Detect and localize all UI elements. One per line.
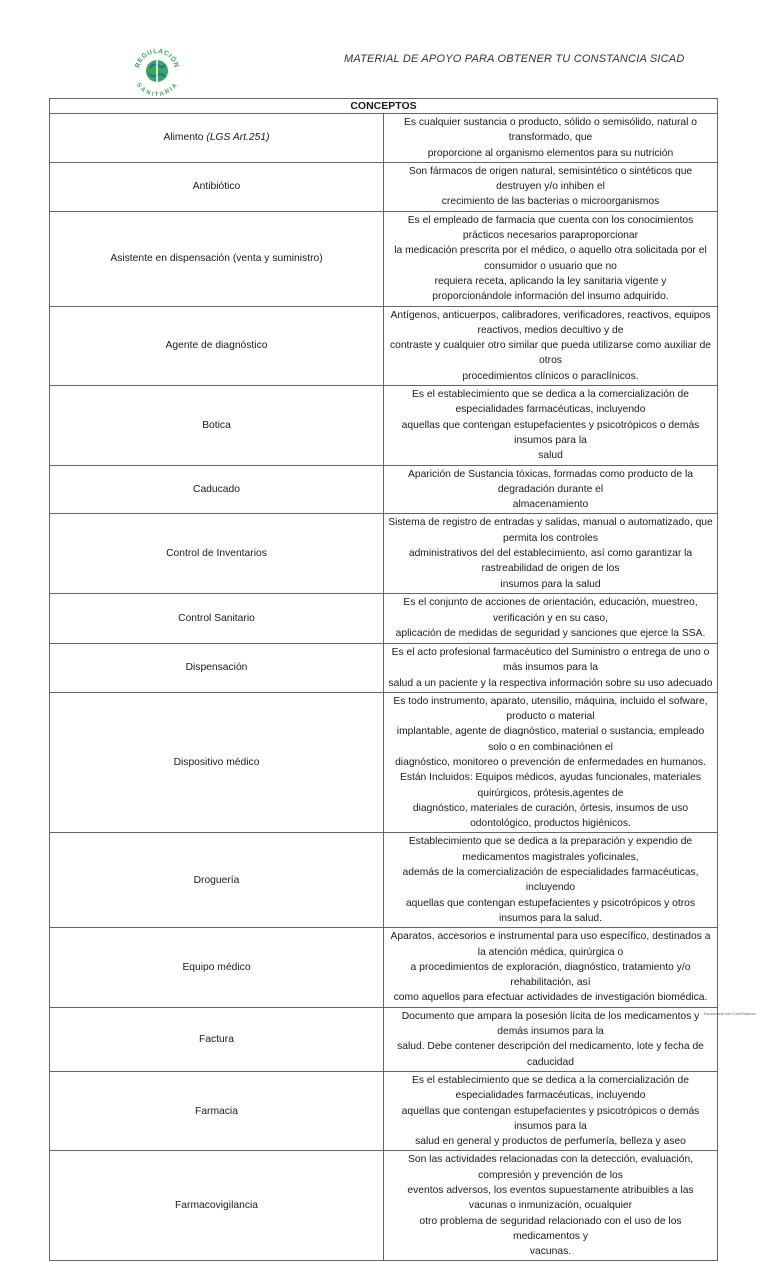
table-row bbox=[50, 386, 718, 465]
concept-definition bbox=[384, 593, 718, 643]
definition-line: Es el establecimiento que se dedica a la comercialización de especialidades farmacéuticas, incluyendo bbox=[411, 389, 690, 416]
table-row bbox=[50, 114, 718, 163]
concept-term-text: Antibiótico bbox=[192, 181, 241, 193]
concept-definition bbox=[384, 643, 718, 692]
concept-definition bbox=[384, 465, 718, 514]
table-header-row bbox=[50, 99, 718, 114]
definition-line: Es el acto profesional farmacéutico del Suministro o entrega de uno o más insumos para la bbox=[391, 646, 710, 674]
concept-definition bbox=[384, 306, 718, 385]
concept-definition bbox=[384, 1071, 718, 1150]
concept-term bbox=[50, 465, 384, 514]
document-title: MATERIAL DE APOYO PARA OBTENER TU CONSTANCIA SICAD bbox=[344, 53, 685, 65]
table-row bbox=[50, 1007, 718, 1071]
definition-line: Son las actividades relacionadas con la detección, evaluación, compresión y prevención de los bbox=[407, 1154, 694, 1181]
concept-term bbox=[50, 386, 384, 465]
concept-term bbox=[50, 643, 384, 692]
table-row bbox=[50, 514, 718, 593]
definition-line: almacenamiento bbox=[512, 499, 589, 511]
concept-definition bbox=[384, 1007, 718, 1071]
concept-term bbox=[50, 593, 384, 643]
concept-term bbox=[50, 211, 384, 306]
definition-line: procedimientos clínicos o paraclínicos. bbox=[462, 370, 639, 382]
concept-definition bbox=[384, 211, 718, 306]
definition-line: Establecimiento que se dedica a la preparación y expendio de medicamentos magistrales yoficinales, bbox=[408, 836, 693, 863]
definition-line: salud bbox=[538, 450, 563, 462]
definition-line: Es el conjunto de acciones de orientación, educación, muestreo, verificación y en su caso, bbox=[403, 597, 698, 624]
table-row bbox=[50, 1151, 718, 1261]
definition-line: Es todo instrumento, aparato, utensilio, máquina, incluido el sofware, producto o material bbox=[393, 695, 708, 723]
scanner-watermark: Escaneado con CamScanner bbox=[703, 1011, 756, 1016]
concept-term-text: Control de Inventarios bbox=[166, 548, 267, 560]
definition-line: implantable, agente de diagnóstico, material o sustancia, empleado solo o en combinaciónen el bbox=[396, 726, 705, 753]
definition-line: aquellas que contengan estupefacientes y psicotrópicos o demás insumos para la bbox=[401, 1105, 700, 1132]
concept-definition bbox=[384, 162, 718, 211]
definition-line: diagnóstico, materiales de curación, órtesis, insumos de uso odontológico, productos higiénicos. bbox=[412, 802, 689, 830]
definition-line: Son fármacos de origen natural, semisintético o sintéticos que destruyen y/o inhiben el bbox=[408, 165, 693, 193]
concept-term bbox=[50, 114, 384, 163]
definition-line: diagnóstico, monitoreo o prevención de enfermedades en humanos. bbox=[395, 756, 706, 768]
definition-line: la medicación prescrita por el médico, o aquello otra solicitada por el consumidor o usuario que no bbox=[394, 245, 707, 272]
concept-term-text: Botica bbox=[202, 419, 231, 431]
concept-term-text: Agente de diagnóstico bbox=[165, 340, 268, 352]
table-row bbox=[50, 692, 718, 833]
definition-line: Aparición de Sustancia tóxicas, formadas como producto de la degradación durante el bbox=[407, 468, 694, 495]
definition-line: a procedimientos de exploración, diagnóstico, tratamiento y/o rehabilitación, así bbox=[410, 961, 691, 989]
concept-definition bbox=[384, 928, 718, 1007]
concept-term bbox=[50, 1151, 384, 1261]
table-row bbox=[50, 162, 718, 211]
concept-term bbox=[50, 1007, 384, 1071]
definition-line: Es el empleado de farmacia que cuenta con los conocimientos prácticos necesarios paraproporcionar bbox=[407, 214, 694, 242]
table-row bbox=[50, 465, 718, 514]
definition-line: proporcione al organismo elementos para su nutrición bbox=[427, 147, 674, 159]
definition-line: además de la comercialización de especialidades farmacéuticas, incluyendo bbox=[402, 867, 699, 894]
definition-line: requiera receta, aplicando la ley sanitaria vigente y bbox=[434, 275, 667, 287]
concept-term-text: Asistente en dispensación (venta y suministro) bbox=[110, 253, 323, 265]
concept-term bbox=[50, 833, 384, 928]
definition-line: administrativos del del establecimiento, así como garantizar la rastreabilidad de origen de los bbox=[408, 548, 693, 575]
svg-text:SANITARIA bbox=[135, 82, 179, 98]
concept-term bbox=[50, 692, 384, 833]
concept-term-note: (LGS Art.251) bbox=[206, 132, 270, 144]
definition-line: Antígenos, anticuerpos, calibradores, verificadores, reactivos, equipos reactivos, medios decultivo y de bbox=[390, 309, 711, 336]
definition-line: crecimiento de las bacterias o microorganismos bbox=[441, 196, 660, 208]
table-row bbox=[50, 833, 718, 928]
table-row bbox=[50, 306, 718, 385]
concept-term-text: Farmacia bbox=[195, 1105, 238, 1117]
concept-definition bbox=[384, 386, 718, 465]
table-body bbox=[50, 114, 718, 1261]
concept-term-text: Control Sanitario bbox=[178, 612, 255, 624]
logo-bottom-text: SANITARIA bbox=[134, 82, 180, 98]
definition-line: aquellas que contengan estupefacientes y psicotrópicos o demás insumos para la bbox=[401, 419, 700, 446]
concept-definition bbox=[384, 833, 718, 928]
definition-line: salud a un paciente y la respectiva información sobre su uso adecuado bbox=[388, 677, 713, 689]
definition-line: contraste y cualquier otro similar que pueda utilizarse como auxiliar de otros bbox=[389, 340, 712, 367]
concept-term-text: Dispositivo médico bbox=[173, 756, 260, 768]
definition-line: salud. Debe contener descripción del medicamento, lote y fecha de caducidad bbox=[397, 1041, 704, 1068]
table-row bbox=[50, 211, 718, 306]
definition-line: Sistema de registro de entradas y salidas, manual o automatizado, que permita los controles bbox=[388, 517, 713, 544]
definition-line: proporcionándole información del insumo adquirido. bbox=[432, 291, 669, 303]
concept-term bbox=[50, 162, 384, 211]
concept-term bbox=[50, 514, 384, 593]
concept-term-text: Factura bbox=[199, 1033, 234, 1045]
concept-term bbox=[50, 1071, 384, 1150]
concept-term-text: Droguería bbox=[193, 874, 240, 886]
table-row bbox=[50, 643, 718, 692]
definition-line: salud en general y productos de perfumería, belleza y aseo bbox=[415, 1136, 686, 1148]
logo-top-text: REGULACIÓN bbox=[134, 47, 180, 69]
definition-line: Documento que ampara la posesión lícita de los medicamentos y demás insumos para la bbox=[401, 1010, 700, 1038]
concept-term bbox=[50, 928, 384, 1007]
definition-line: vacunas. bbox=[529, 1246, 572, 1258]
concept-term-text: Caducado bbox=[193, 483, 240, 495]
concept-definition bbox=[384, 692, 718, 833]
definition-line: Están Incluidos: Equipos médicos, ayudas funcionales, materiales quirúrgicos, prótesis,agentes de bbox=[399, 772, 702, 799]
concept-term-text: Equipo médico bbox=[182, 961, 251, 973]
table-heading: CONCEPTOS bbox=[50, 99, 718, 114]
definition-line: insumos para la salud bbox=[500, 578, 601, 590]
table-row bbox=[50, 928, 718, 1007]
definition-line: aplicación de medidas de seguridad y sanciones que ejerce la SSA. bbox=[395, 628, 706, 640]
concept-definition bbox=[384, 514, 718, 593]
definition-line: como aquellos para efectuar actividades de investigación biomédica. bbox=[393, 992, 708, 1004]
table-row bbox=[50, 593, 718, 643]
concept-definition bbox=[384, 1151, 718, 1261]
definition-line: eventos adversos, los eventos supuestamente atribuibles a las vacunas o inmunización, ocualquier bbox=[407, 1185, 694, 1212]
concept-term-text: Dispensación bbox=[185, 662, 248, 674]
definition-line: aquellas que contengan estupefacientes y psicotrópicos y otros insumos para la salud. bbox=[405, 897, 696, 924]
definition-line: Es cualquier sustancia o producto, sólido o semisólido, natural o transformado, que bbox=[403, 117, 698, 144]
concepts-table bbox=[49, 98, 718, 1261]
regulacion-sanitaria-logo bbox=[130, 44, 184, 98]
concept-definition bbox=[384, 114, 718, 163]
table-row bbox=[50, 1071, 718, 1150]
concept-term-text: Alimento bbox=[163, 132, 204, 144]
definition-line: Es el establecimiento que se dedica a la comercialización de especialidades farmacéuticas, incluyendo bbox=[411, 1074, 690, 1102]
definition-line: otro problema de seguridad relacionado con el uso de los medicamentos y bbox=[419, 1215, 682, 1242]
concept-term bbox=[50, 306, 384, 385]
definition-line: Aparatos, accesorios e instrumental para uso específico, destinados a la atención médica, quirúrgica o bbox=[390, 931, 711, 958]
concept-term-text: Farmacovigilancia bbox=[175, 1200, 258, 1212]
